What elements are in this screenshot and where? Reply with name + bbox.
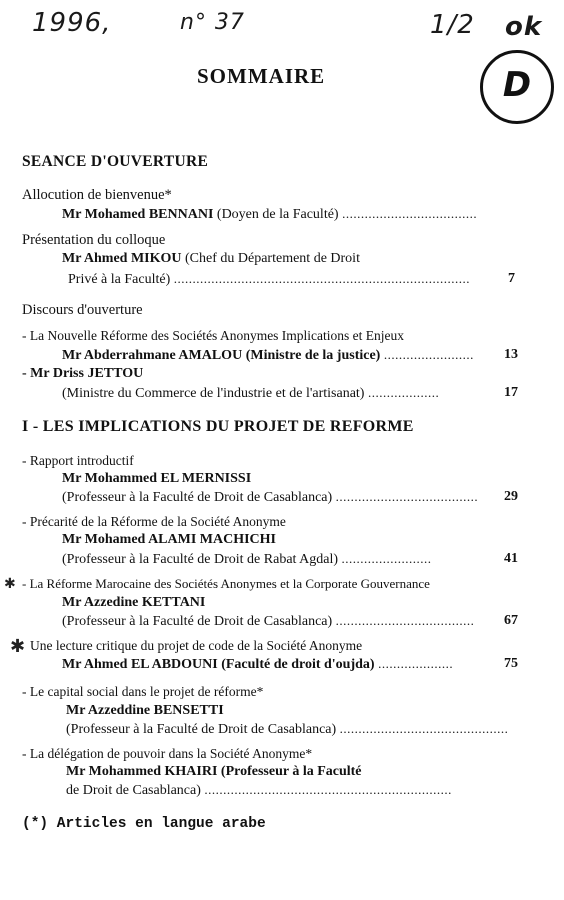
entry-speaker: Mr Mohammed KHAIRI (66, 764, 218, 779)
entry-page: 41 (504, 551, 518, 566)
entry-title: - Précarité de la Réforme de la Société Anonyme (22, 514, 286, 529)
entry-role: (Professeur à la Faculté de Droit de Casablanca) (66, 722, 337, 737)
presentation-entry (62, 251, 360, 267)
welcome-entry (62, 206, 477, 223)
discours1-role: (Ministre de la justice) (242, 348, 381, 363)
welcome-dots: .................................... (342, 206, 478, 221)
entry-speaker: Mr Mohamed ALAMI MACHICHI (62, 532, 277, 547)
page-title: SOMMAIRE (197, 64, 326, 88)
handwritten-ok: ok (505, 12, 543, 42)
entry-title: Une lecture critique du projet de code de la Société Anonyme (30, 638, 363, 653)
entry-dots: ............................................. (339, 721, 509, 736)
entry-role: (Professeur à la Faculté de Droit de Casablanca) (62, 490, 333, 505)
presentation-entry-line2 (68, 271, 470, 288)
presentation-page: 7 (508, 271, 515, 286)
entry-page: 29 (504, 489, 518, 504)
discours2-dots: ................... (367, 385, 440, 400)
entry-role: (Faculté de droit d'oujda) (217, 657, 375, 672)
stamp-letter: D (502, 65, 532, 105)
entry-role: (Professeur à la Faculté (217, 764, 362, 779)
discours2-role: (Ministre du Commerce de l'industrie et de l'artisanat) (62, 386, 365, 401)
entry-role-line (62, 613, 474, 630)
discours1-title: - La Nouvelle Réforme des Sociétés Anonymes Implications et Enjeux (22, 328, 405, 343)
welcome-speaker: Mr Mohamed BENNANI (62, 207, 214, 222)
entry-speaker: Mr Ahmed EL ABDOUNI (62, 657, 218, 672)
section-heading-opening: SEANCE D'OUVERTURE (22, 153, 209, 170)
discours2-page: 17 (504, 385, 518, 400)
entry-dots: ..................................... (335, 613, 475, 628)
discours2-entry (62, 385, 439, 402)
entry-speaker: Mr Mohammed EL MERNISSI (62, 471, 252, 486)
entry-title: - La délégation de pouvoir dans la Société Anonyme* (22, 746, 313, 761)
entry-title: - Le capital social dans le projet de réforme* (22, 684, 264, 699)
entry-dots: ........................ (341, 551, 432, 566)
entry-title: - La Réforme Marocaine des Sociétés Anonymes et la Corporate Gouvernance (22, 576, 430, 591)
entry-role: (Professeur à la Faculté de Droit de Casablanca) (62, 614, 333, 629)
entry-role-line (62, 489, 478, 506)
entry-speaker: Mr Azzeddine BENSETTI (66, 703, 224, 718)
discours-label: Discours d'ouverture (22, 302, 143, 318)
entry-page: 67 (504, 613, 518, 628)
discours1-speaker: Mr Abderrahmane AMALOU (62, 348, 243, 363)
handwritten-star-mark: ✱ (4, 577, 16, 592)
presentation-role-line2: Privé à la Faculté) (68, 272, 171, 287)
discours1-page: 13 (504, 347, 518, 362)
entry-title: - Rapport introductif (22, 453, 134, 468)
presentation-label: Présentation du colloque (22, 232, 166, 248)
handwritten-star-mark: ✱ (10, 636, 26, 656)
welcome-role: (Doyen de la Faculté) (213, 207, 339, 222)
entry-dots: .................................................................. (204, 782, 452, 797)
circled-letter-stamp (480, 50, 554, 124)
handwritten-year: 1996, (32, 8, 112, 38)
discours1-dots: ........................ (383, 347, 474, 362)
entry-page: 75 (504, 656, 518, 671)
section-heading-implications: I - LES IMPLICATIONS DU PROJET DE REFORME (22, 418, 414, 435)
entry-role-line (66, 721, 508, 738)
discours2-speaker: - Mr Driss JETTOU (22, 366, 144, 381)
footnote: (*) Articles en langue arabe (22, 816, 266, 832)
entry-role-line (66, 782, 452, 799)
presentation-dots: ............................................................................... (173, 271, 470, 286)
presentation-speaker: Mr Ahmed MIKOU (62, 251, 182, 266)
entry-speaker: Mr Azzedine KETTANI (62, 595, 206, 610)
entry-role: (Professeur à la Faculté de Droit de Rabat Agdal) (62, 552, 339, 567)
entry-role-line (62, 551, 432, 568)
entry-dots: .................... (378, 656, 454, 671)
handwritten-page-fraction: 1/2 (430, 10, 475, 40)
entry-role-2: de Droit de Casablanca) (66, 783, 201, 798)
entry-dots: ...................................... (335, 489, 479, 504)
entry-speaker-line (62, 656, 453, 673)
presentation-role-line1: (Chef du Département de Droit (181, 251, 360, 266)
welcome-label: Allocution de bienvenue* (22, 187, 172, 203)
handwritten-issue-number: n° 37 (180, 10, 245, 35)
entry-speaker-line (66, 764, 362, 780)
discours1-entry (62, 347, 474, 364)
